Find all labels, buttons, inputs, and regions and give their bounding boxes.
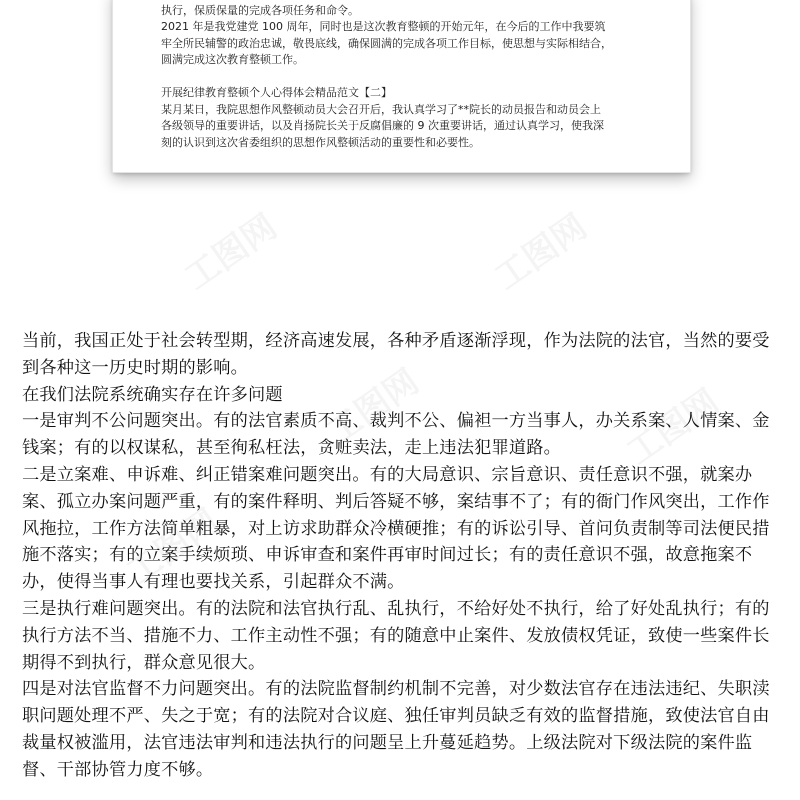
document-preview-area — [0, 0, 800, 320]
preview-line: 圆满完成这次教育整顿工作。 — [161, 53, 304, 67]
watermark: 工图网 — [487, 206, 595, 299]
preview-line: 各级领导的重要讲话，以及肖扬院长关于反腐倡廉的 9 次重要讲话，通过认真学习，使我深 — [161, 119, 604, 133]
document-preview-card — [113, 0, 690, 172]
watermark: 工图网 — [119, 501, 227, 594]
body-paragraph: 一是审判不公问题突出。有的法官素质不高、裁判不公、偏袒一方当事人，办关系案、人情案、金钱案；有的以权谋私，甚至徇私枉法，贪赃卖法，走上违法犯罪道路。 — [22, 411, 770, 459]
watermark: 工图网 — [619, 381, 727, 474]
body-paragraph: 二是立案难、申诉难、纠正错案难问题突出。有的大局意识、宗旨意识、责任意识不强，就案办案、孤立办案问题严重，有的案件释明、判后答疑不够，案结事不了；有的衙门作风突出，工作作风拖拉，工作方法简单粗暴，对上访求助群众冷横硬推；有的诉讼引导、首问负责制等司法便民措施不落实；有的立案手续烦琐、申诉审查和案件再审时间过长；有的责任意识不强，故意拖案不办，使得当事人有理也要找关系，引起群众不满。 — [22, 464, 770, 593]
body-paragraph: 当前，我国正处于社会转型期，经济高速发展，各种矛盾逐渐浮现，作为法院的法官，当然的要受到各种这一历史时期的影响。 — [22, 331, 770, 378]
watermark: 工图网 — [319, 361, 427, 454]
preview-spacer — [161, 69, 661, 85]
article-body — [22, 328, 784, 784]
preview-line: 某月某日，我院思想作风整顿动员大会召开后，我认真学习了**院长的动员报告和动员会上 — [161, 102, 601, 116]
document-preview-text — [161, 0, 661, 151]
body-paragraph: 在我们法院系统确实存在许多问题 — [22, 384, 283, 405]
preview-line: 牢全所民辅警的政治忠诚，敬畏底线，确保圆满的完成各项工作目标，使思想与实际相结合， — [161, 36, 612, 50]
preview-line: 执行，保质保量的完成各项任务和命令。 — [161, 3, 359, 17]
preview-line: 2021 年是我党建党 100 周年，同时也是这次教育整顿的开始元年，在今后的工作中我要筑 — [161, 20, 606, 34]
watermark: 工图网 — [177, 206, 285, 299]
preview-line: 刻的认识到这次省委组织的思想作风整顿活动的重要性和必要性。 — [161, 135, 480, 149]
body-paragraph: 四是对法官监督不力问题突出。有的法院监督制约机制不完善，对少数法官存在违法违纪、失职渎职问题处理不严、失之于宽；有的法院对合议庭、独任审判员缺乏有效的监督措施，致使法官自由裁量权被滥用，法官违法审判和违法执行的问题呈上升蔓延趋势。上级法院对下级法院的案件监督、干部协管力度不够。 — [22, 679, 770, 780]
preview-heading: 开展纪律教育整顿个人心得体会精品范文【二】 — [161, 85, 392, 99]
body-paragraph: 三是执行难问题突出。有的法院和法官执行乱、乱执行，不给好处不执行，给了好处乱执行；有的执行方法不当、措施不力、工作主动性不强；有的随意中止案件、发放债权凭证，致使一些案件长期得不到执行，群众意见很大。 — [22, 598, 770, 673]
